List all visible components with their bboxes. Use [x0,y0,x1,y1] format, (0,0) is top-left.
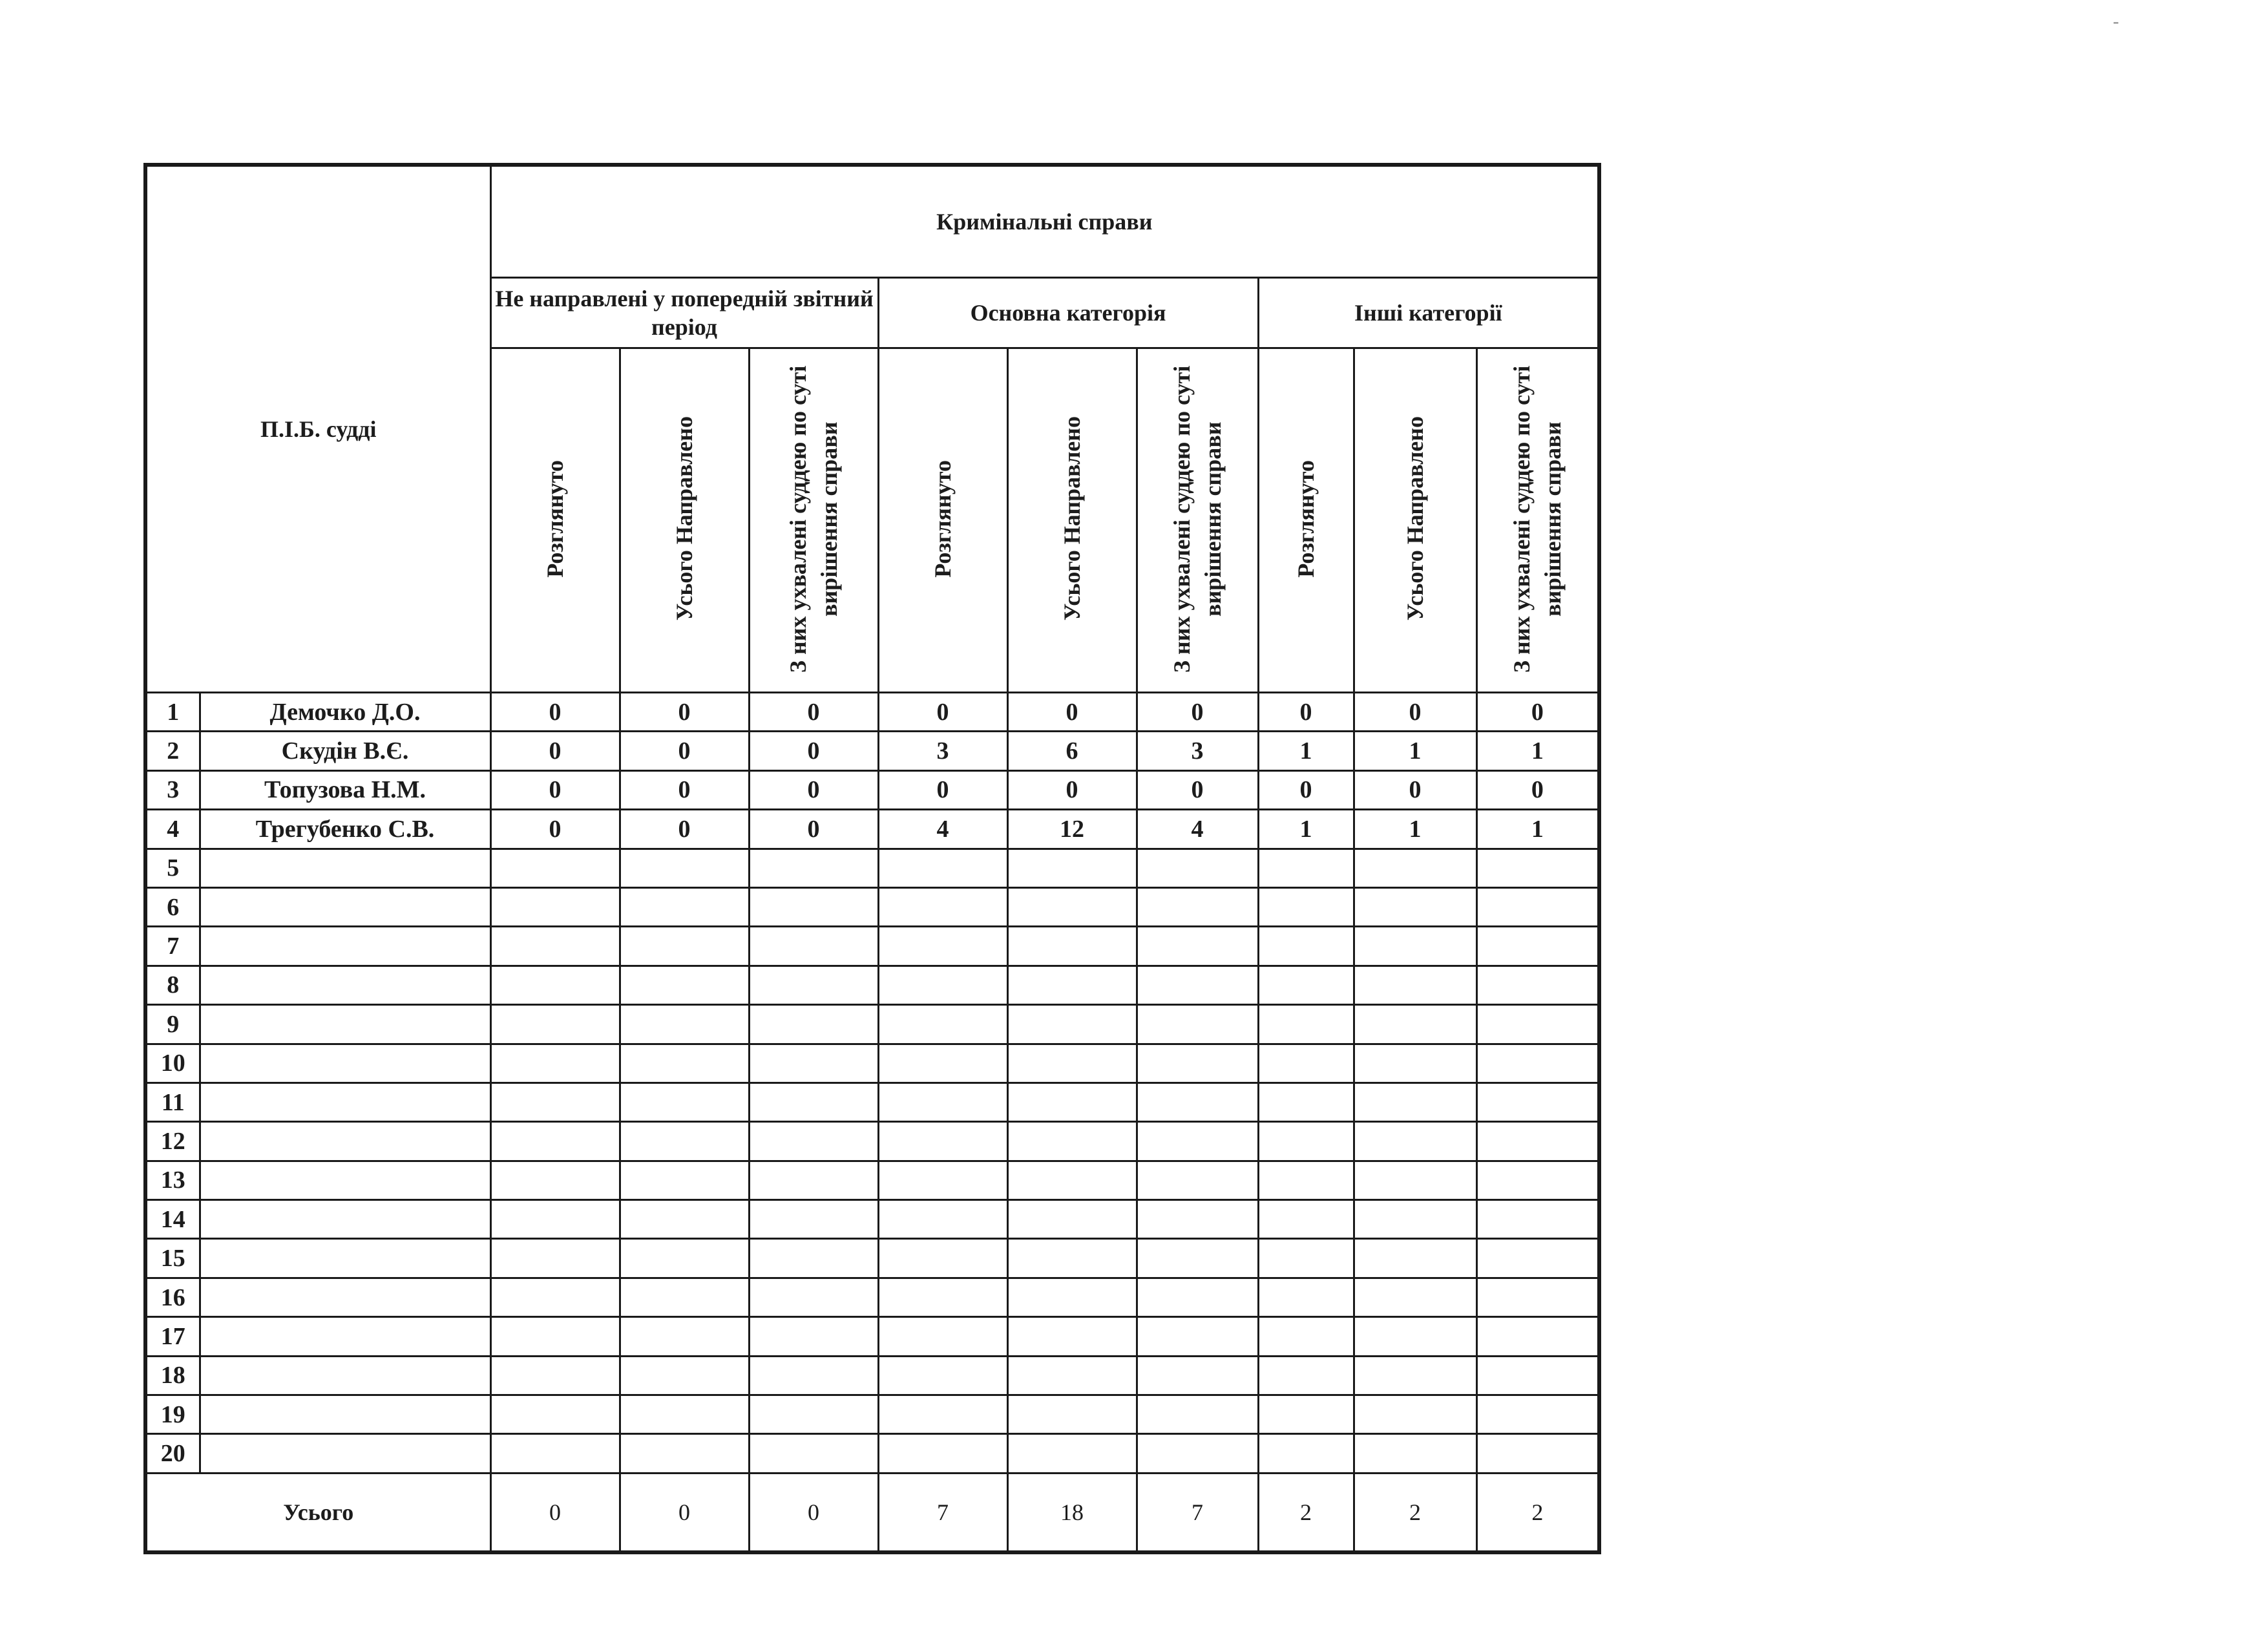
value-cell [620,1356,749,1395]
subcolumn-header: Усього Направлено [620,348,749,693]
row-number: 5 [145,849,200,887]
value-cell [1476,1122,1599,1161]
table-row [145,770,1599,809]
group-header-not-sent: Не направлені у попередній звітний період [490,278,878,348]
value-cell [1007,1395,1137,1434]
judge-name-cell [200,1044,490,1083]
value-cell: 0 [1007,770,1137,809]
value-cell [620,849,749,887]
table-row [145,887,1599,926]
value-cell [490,1434,620,1473]
value-cell [1476,849,1599,887]
value-cell [749,1005,878,1044]
value-cell [620,927,749,966]
value-cell [1476,927,1599,966]
row-number: 13 [145,1161,200,1199]
total-value: 0 [490,1473,620,1552]
value-cell [749,887,878,926]
judge-name-cell [200,1161,490,1199]
judge-name-cell [200,1395,490,1434]
value-cell [490,1200,620,1239]
judge-name-header: П.І.Б. судді [145,165,490,693]
value-cell [1007,1122,1137,1161]
value-cell [1137,1044,1258,1083]
value-cell [1476,1434,1599,1473]
value-cell [620,1278,749,1316]
value-cell [620,1161,749,1199]
row-number: 18 [145,1356,200,1395]
row-number: 2 [145,732,200,770]
value-cell [1007,1356,1137,1395]
subcolumn-header: З них ухвалені суддею по суті вирішення справи [749,348,878,693]
value-cell [1258,887,1354,926]
value-cell: 1 [1476,732,1599,770]
value-cell [490,1044,620,1083]
value-cell [878,1278,1007,1316]
value-cell [1137,1005,1258,1044]
value-cell [1354,966,1476,1004]
value-cell [490,849,620,887]
value-cell [749,1317,878,1356]
table-row [145,810,1599,849]
value-cell [749,1278,878,1316]
table-row [145,849,1599,887]
value-cell [1354,1122,1476,1161]
total-value: 18 [1007,1473,1137,1552]
value-cell [1476,1239,1599,1278]
table-row [145,1239,1599,1278]
value-cell [1137,927,1258,966]
table-row [145,927,1599,966]
value-cell [878,1200,1007,1239]
value-cell: 0 [490,693,620,732]
value-cell [1354,1005,1476,1044]
value-cell [1007,1434,1137,1473]
value-cell [878,1239,1007,1278]
value-cell: 0 [490,732,620,770]
value-cell [878,1317,1007,1356]
judge-name-cell [200,927,490,966]
table-row [145,1395,1599,1434]
value-cell [1137,1356,1258,1395]
value-cell [878,887,1007,926]
value-cell [1476,1356,1599,1395]
total-row [145,1473,1599,1552]
value-cell [620,1122,749,1161]
table-row [145,1122,1599,1161]
criminal-cases-report-table [143,163,1601,1554]
value-cell [1354,1434,1476,1473]
value-cell [1137,849,1258,887]
judge-name-cell [200,1083,490,1121]
value-cell: 0 [749,810,878,849]
value-cell: 0 [749,732,878,770]
table-row [145,966,1599,1004]
value-cell [1354,1200,1476,1239]
value-cell [620,1317,749,1356]
value-cell [1137,887,1258,926]
value-cell [1354,1356,1476,1395]
value-cell [620,966,749,1004]
value-cell: 1 [1258,732,1354,770]
value-cell: 0 [1354,770,1476,809]
row-number: 10 [145,1044,200,1083]
criminal-cases-title: Кримінальні справи [490,165,1599,278]
value-cell: 1 [1258,810,1354,849]
value-cell: 0 [1354,693,1476,732]
table-row [145,1356,1599,1395]
value-cell [1354,1317,1476,1356]
table-row [145,1434,1599,1473]
value-cell [1476,1395,1599,1434]
subcolumn-header: Розглянуто [878,348,1007,693]
judge-name-cell [200,1356,490,1395]
value-cell: 3 [1137,732,1258,770]
value-cell [878,1395,1007,1434]
value-cell [490,1122,620,1161]
value-cell [749,1395,878,1434]
value-cell [1137,1317,1258,1356]
row-number: 11 [145,1083,200,1121]
value-cell: 1 [1354,732,1476,770]
total-label: Усього [145,1473,490,1552]
row-number: 7 [145,927,200,966]
subcolumn-header: Розглянуто [1258,348,1354,693]
value-cell: 0 [490,810,620,849]
value-cell [1137,1239,1258,1278]
value-cell [620,1395,749,1434]
value-cell [1476,1044,1599,1083]
value-cell [1007,927,1137,966]
total-value: 7 [1137,1473,1258,1552]
value-cell [490,1161,620,1199]
value-cell [878,1122,1007,1161]
value-cell [1258,1278,1354,1316]
value-cell [1258,849,1354,887]
table-row [145,1278,1599,1316]
total-value: 2 [1258,1473,1354,1552]
value-cell [1354,849,1476,887]
subcolumn-header: Розглянуто [490,348,620,693]
value-cell [490,1239,620,1278]
value-cell [1476,1200,1599,1239]
value-cell [1258,1200,1354,1239]
value-cell [749,1356,878,1395]
value-cell [1476,1278,1599,1316]
judge-name-cell: Скудін В.Є. [200,732,490,770]
value-cell [1258,1317,1354,1356]
value-cell [1007,1239,1137,1278]
judge-name-cell [200,1434,490,1473]
value-cell [1007,1200,1137,1239]
value-cell: 1 [1476,810,1599,849]
value-cell [749,1161,878,1199]
value-cell [490,966,620,1004]
value-cell [878,927,1007,966]
value-cell [1258,966,1354,1004]
value-cell [1258,927,1354,966]
value-cell: 0 [1258,770,1354,809]
value-cell [878,1434,1007,1473]
value-cell: 0 [749,770,878,809]
value-cell [878,1083,1007,1121]
value-cell [1007,1044,1137,1083]
row-number: 3 [145,770,200,809]
value-cell: 1 [1354,810,1476,849]
value-cell [490,1278,620,1316]
value-cell [620,1044,749,1083]
value-cell [1476,1083,1599,1121]
value-cell: 0 [490,770,620,809]
value-cell [1476,1005,1599,1044]
value-cell [1258,1083,1354,1121]
value-cell [878,849,1007,887]
value-cell [1007,1317,1137,1356]
value-cell [1476,1161,1599,1199]
value-cell [1007,1083,1137,1121]
value-cell [1354,1395,1476,1434]
value-cell [620,1434,749,1473]
value-cell [1354,1239,1476,1278]
value-cell [490,887,620,926]
value-cell [878,1005,1007,1044]
value-cell [1258,1356,1354,1395]
judge-name-cell [200,1122,490,1161]
value-cell: 0 [749,693,878,732]
value-cell [1007,1005,1137,1044]
value-cell [749,1083,878,1121]
row-number: 16 [145,1278,200,1316]
value-cell [490,1005,620,1044]
value-cell [749,1200,878,1239]
table-row [145,1161,1599,1199]
table-row [145,732,1599,770]
value-cell [1007,966,1137,1004]
value-cell [1007,1161,1137,1199]
group-header-other-categories: Інші категорії [1258,278,1599,348]
value-cell [878,1161,1007,1199]
judge-name-cell [200,887,490,926]
value-cell [1137,1434,1258,1473]
value-cell [1007,849,1137,887]
row-number: 9 [145,1005,200,1044]
value-cell [749,1122,878,1161]
value-cell [1354,1278,1476,1316]
value-cell [1258,1239,1354,1278]
row-number: 19 [145,1395,200,1434]
row-number: 1 [145,693,200,732]
subcolumn-header: Усього Направлено [1354,348,1476,693]
row-number: 14 [145,1200,200,1239]
total-value: 2 [1354,1473,1476,1552]
value-cell [1258,1161,1354,1199]
row-number: 12 [145,1122,200,1161]
value-cell [490,1083,620,1121]
row-number: 20 [145,1434,200,1473]
value-cell [490,1317,620,1356]
value-cell [620,1200,749,1239]
value-cell: 4 [878,810,1007,849]
judge-name-cell [200,1317,490,1356]
judge-name-cell [200,849,490,887]
value-cell: 0 [1476,770,1599,809]
value-cell: 0 [620,693,749,732]
table-row [145,1317,1599,1356]
value-cell [620,1005,749,1044]
value-cell: 0 [1137,693,1258,732]
row-number: 6 [145,887,200,926]
value-cell [878,1044,1007,1083]
value-cell [1137,1200,1258,1239]
value-cell [1007,887,1137,926]
row-number: 17 [145,1317,200,1356]
total-value: 0 [620,1473,749,1552]
value-cell: 0 [1137,770,1258,809]
row-number: 4 [145,810,200,849]
value-cell: 0 [620,770,749,809]
value-cell [620,887,749,926]
table-row [145,1200,1599,1239]
value-cell [1476,966,1599,1004]
value-cell [749,966,878,1004]
value-cell [1137,1395,1258,1434]
subcolumn-header: З них ухвалені суддею по суті вирішення справи [1137,348,1258,693]
value-cell [878,966,1007,1004]
value-cell: 3 [878,732,1007,770]
value-cell [620,1083,749,1121]
table-row [145,693,1599,732]
subcolumn-header: З них ухвалені суддею по суті вирішення справи [1476,348,1599,693]
value-cell [1258,1395,1354,1434]
judge-name-cell [200,1239,490,1278]
total-value: 7 [878,1473,1007,1552]
value-cell [1007,1278,1137,1316]
value-cell [878,1356,1007,1395]
judge-name-cell: Трегубенко С.В. [200,810,490,849]
table-row [145,1005,1599,1044]
total-value: 2 [1476,1473,1599,1552]
value-cell: 0 [878,770,1007,809]
value-cell [1258,1434,1354,1473]
value-cell [1354,887,1476,926]
value-cell: 6 [1007,732,1137,770]
value-cell: 12 [1007,810,1137,849]
value-cell [1137,1083,1258,1121]
value-cell [490,1395,620,1434]
value-cell [749,849,878,887]
value-cell [749,1434,878,1473]
value-cell: 4 [1137,810,1258,849]
judge-name-cell [200,1200,490,1239]
value-cell: 0 [1258,693,1354,732]
value-cell: 0 [620,810,749,849]
value-cell [749,1044,878,1083]
value-cell [1258,1044,1354,1083]
judge-name-cell: Топузова Н.М. [200,770,490,809]
judge-name-cell [200,1278,490,1316]
table-row [145,1083,1599,1121]
value-cell [1354,1161,1476,1199]
value-cell [1476,1317,1599,1356]
value-cell [1137,1161,1258,1199]
value-cell: 0 [1476,693,1599,732]
total-value: 0 [749,1473,878,1552]
row-number: 8 [145,966,200,1004]
value-cell [620,1239,749,1278]
value-cell [1258,1122,1354,1161]
value-cell: 0 [878,693,1007,732]
value-cell [749,927,878,966]
value-cell [1354,1083,1476,1121]
value-cell: 0 [1007,693,1137,732]
value-cell [749,1239,878,1278]
judge-name-cell: Демочко Д.О. [200,693,490,732]
value-cell: 0 [620,732,749,770]
row-number: 15 [145,1239,200,1278]
subcolumn-header: Усього Направлено [1007,348,1137,693]
value-cell [1476,887,1599,926]
value-cell [1258,1005,1354,1044]
table-row [145,1044,1599,1083]
value-cell [1354,927,1476,966]
judge-name-cell [200,966,490,1004]
value-cell [490,927,620,966]
value-cell [1137,1122,1258,1161]
corner-mark: - [2113,12,2119,32]
value-cell [1137,1278,1258,1316]
group-header-main-category: Основна категорія [878,278,1258,348]
value-cell [1137,966,1258,1004]
value-cell [490,1356,620,1395]
judge-name-cell [200,1005,490,1044]
value-cell [1354,1044,1476,1083]
